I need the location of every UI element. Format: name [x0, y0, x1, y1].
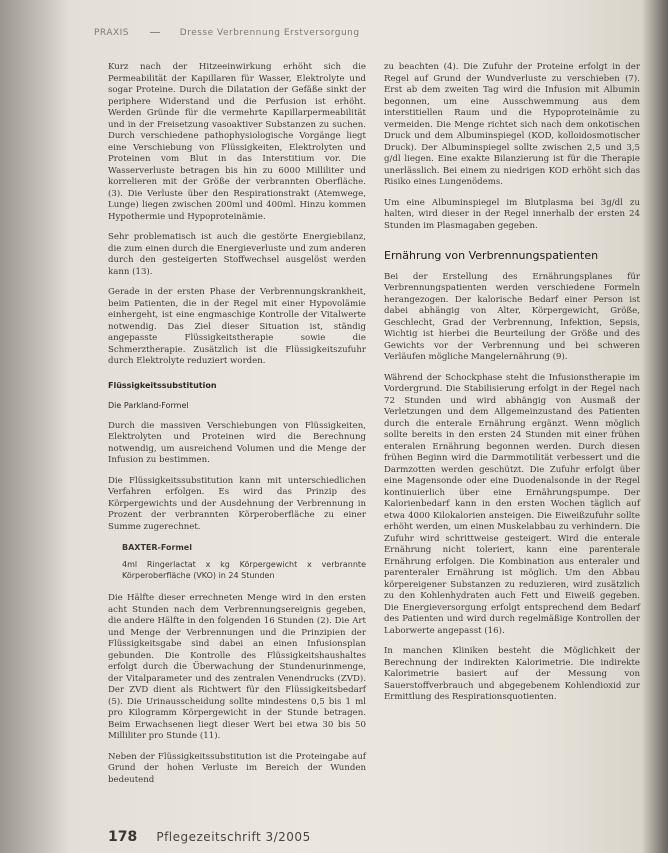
left-column: [108, 62, 366, 795]
body-paragraph: Die Hälfte dieser errechneten Menge wird in den ersten acht Stunden nach dem Verbrennungsereignis gegeben, die andere Hälfte in den folgenden 16 Stunden (2). Die Art und Menge der Verbrennungen und die Prinzipien der Flüssigkeitsgabe sind dabei an einen Infusionsplan gebunden. Die Kontrolle des Flüssigkeitshaushaltes erfolgt durch die Überwachung der Stundenurinmenge, der Vitalparameter und des zentralen Venendrucks (ZVD). Der ZVD dient als Richtwert für den Flüssigkeitsbedarf (5). Die Urinausscheidung sollte mindestens 0,5 bis 1 ml pro Kilogramm Körpergewicht in der Stunde betragen. Beim Erwachsenen liegt dieser Wert bei etwa 30 bis 50 Milliliter pro Stunde (11).: [108, 593, 366, 741]
running-header: [94, 28, 574, 38]
body-paragraph: Gerade in der ersten Phase der Verbrennungskrankheit, beim Patienten, die in der Regel mit einer Hypovolämie einhergeht, ist eine engmaschige Kontrolle der Vitalwerte notwendig. Das Ziel dieser Situation ist, ständig angepasste Flüssigkeitstherapie sowie die Schmerztherapie. Zusätzlich ist die Flüssigkeitszufuhr durch Elektrolyte reduziert worden.: [108, 287, 366, 366]
body-paragraph: Die Flüssigkeitssubstitution kann mit unterschiedlichen Verfahren erfolgen. Es wird das Prinzip des Körpergewichts und der Ausdehnung der Verbrennung in Prozent der verbrannten Körperoberfläche zu einer Summe zugerechnet.: [108, 475, 366, 532]
body-paragraph: Kurz nach der Hitzeeinwirkung erhöht sich die Permeabilität der Kapillaren für Wasser, Elektrolyte und sogar Proteine. Durch die Dilatation der Gefäße sinkt der periphere Widerstand und die Perfusion ist erhöht. Werden Gründe für die vermehrte Kapillarpermeabilität und in der Freisetzung vasoaktiver Substanzen zu suchen. Durch verschiedene pathophysiologische Vorgänge liegt eine Verschiebung von Flüssigkeiten, Elektrolyten und Proteinen vom Blut in das Interstitium vor. Die Wasserverluste betragen bis hin zu 6000 Milliliter und korrelieren mit der Größe der verbrannten Oberfläche. (3). Die Verluste über den Respirationstrakt (Atemwege, Lunge) liegen zwischen 200ml und 400ml. Hinzu kommen Hypothermie und Hypoproteinämie.: [108, 62, 366, 222]
body-paragraph: Bei der Erstellung des Ernährungsplanes für Verbrennungspatienten werden verschiedene Formeln herangezogen. Der kalorische Bedarf einer Person ist dabei abhängig von Alter, Körpergewicht, Größe, Geschlecht, Grad der Verbrennung, Infektion, Sepsis, Wichtig ist hierbei die Beurteilung der Größe und des Gewichts vor der Verbrennung und bei schweren Verläufen mögliche Mangelernährung (9).: [384, 271, 640, 362]
body-paragraph: Neben der Flüssigkeitssubstitution ist die Proteingabe auf Grund der hohen Verluste im Bereich der Wunden bedeutend: [108, 751, 366, 785]
formula-title: BAXTER-Formel: [122, 543, 192, 552]
body-paragraph: Durch die massiven Verschiebungen von Flüssigkeiten, Elektrolyten und Proteinen wird die Berechnung notwendig, um ausreichend Volumen und die Menge der Infusion zu bestimmen.: [108, 420, 366, 465]
body-paragraph: In manchen Kliniken besteht die Möglichkeit der Berechnung der indirekten Kalorimetrie. Die indirekte Kalorimetrie basiert auf der Messung von Sauerstoffverbrauch und abgegebenem Kohlendioxid zur Ermittlung des Respirationsquotienten.: [384, 646, 640, 702]
header-section: PRAXIS: [94, 28, 130, 38]
journal-name: Pflegezeitschrift 3/2005: [156, 830, 311, 844]
section-title: Ernährung von Verbrennungspatienten: [384, 249, 599, 262]
header-topic: Dresse Verbrennung Erstversorgung: [179, 28, 360, 38]
formula-box: [122, 542, 366, 581]
page-footer: [108, 826, 428, 845]
subheading: Die Parkland-Formel: [108, 401, 189, 410]
formula-text: 4ml Ringerlactat x kg Körpergewicht x verbrannte Körperoberfläche (VKO) in 24 Stunden: [122, 560, 366, 580]
subheading: Flüssigkeitssubstitution: [108, 380, 217, 390]
page-number: 178: [108, 829, 138, 845]
right-column: [384, 62, 640, 713]
body-paragraph: Um eine Albuminspiegel im Blutplasma bei 3g/dl zu halten, wird dieser in der Regel innerhalb der ersten 24 Stunden im Plasmagaben gegeben.: [384, 197, 640, 231]
body-paragraph: zu beachten (4). Die Zufuhr der Proteine erfolgt in der Regel auf Grund der Wundverluste zu verschieben (7). Erst ab dem zweiten Tag wird die Infusion mit Albumin begonnen, um eine Ausschwemmung aus dem interstitiellen Raum und die Hypoproteinämie zu vermeiden. Die Menge richtet sich nach dem onkotischen Druck und dem Albuminspiegel (KOD, kolloidosmotischer Druck). Der Albuminspiegel sollte zwischen 2,5 und 3,5 g/dl liegen. Eine exakte Bilanzierung ist für die Therapie unerlässlich. Bei einem zu niedrigen KOD erhöht sich das Risiko eines Lungenödems.: [384, 62, 640, 187]
header-divider: [150, 32, 160, 33]
body-paragraph: Sehr problematisch ist auch die gestörte Energiebilanz, die zum einen durch die Energieverluste und zum anderen durch den gesteigerten Stoffwechsel ausgelöst werden kann (13).: [108, 232, 366, 277]
body-paragraph: Während der Schockphase steht die Infusionstherapie im Vordergrund. Die Stabilisierung erfolgt in der Regel nach 72 Stunden und wird abhängig von Ausmaß der Verletzungen und dem Allgemeinzustand des Patienten durch die enterale Ernährung ergänzt. Wenn möglich sollte bereits in den ersten 24 Stunden mit einer frühen enteralen Ernährung begonnen werden. Durch diesen frühen Beginn wird die Darmmotilität verbessert und die Darmzotten werden geschützt. Die Zufuhr erfolgt über eine Magensonde oder eine Duodenalsonde in der Regel kontinuierlich über eine Ernährungspumpe. Der Kalorienbedarf kann in den ersten Wochen täglich auf etwa 4000 Kilokalorien ansteigen. Die Eiweißzufuhr sollte erhöht werden, um einen Muskelabbau zu verhindern. Die Zufuhr wird schrittweise gesteigert. Wird die enterale Ernährung nicht toleriert, kann eine parenterale Ernährung erfolgen. Die Kombination aus enteraler und parenteraler Ernährung ist möglich. Um den Abbau körpereigener Substanzen zu reduzieren, wird zusätzlich zu den Kohlenhydraten auch Fett und Eiweiß gegeben. Die Energieversorgung erfolgt entsprechend dem Bedarf des Patienten und wird durch regelmäßige Kontrollen der Laborwerte angepasst (16).: [384, 372, 640, 636]
